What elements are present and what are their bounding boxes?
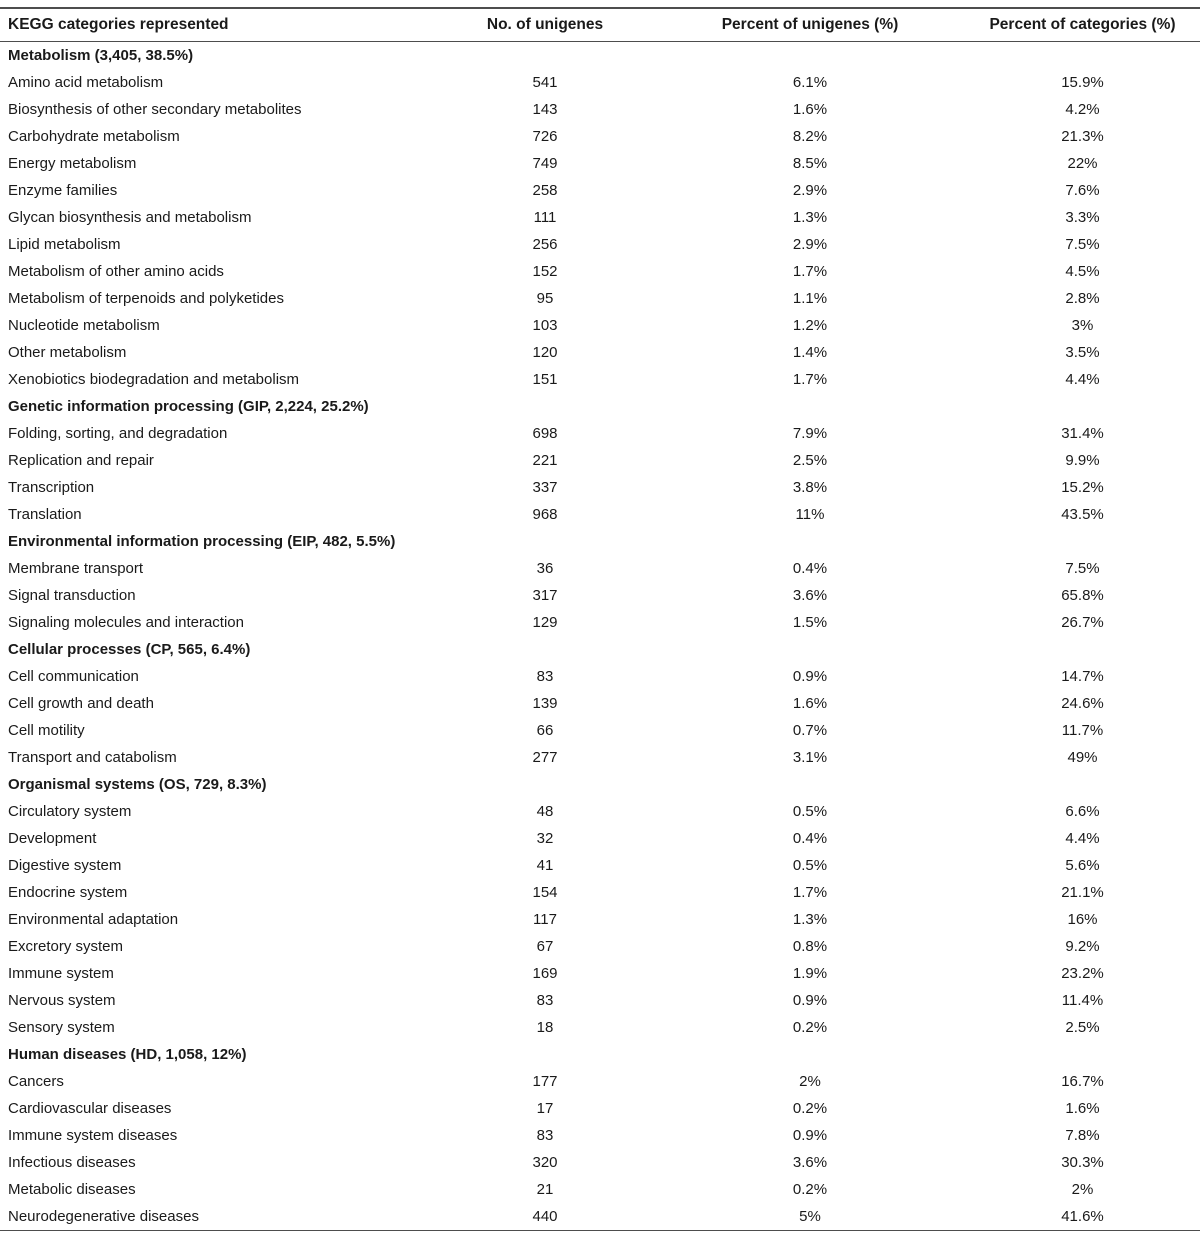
- section-header-row: [0, 771, 1200, 798]
- cell-unigene-count: 317: [532, 586, 558, 604]
- cell-unigene-count: 258: [532, 181, 558, 199]
- cell-unigene-count: 440: [532, 1207, 558, 1225]
- cell-category-name: Metabolism of other amino acids: [8, 262, 224, 280]
- cell-unigene-count: 169: [532, 964, 558, 982]
- cell-percent-unigenes: 3.1%: [792, 748, 828, 766]
- table-row: [0, 204, 1200, 231]
- section-title: Cellular processes (CP, 565, 6.4%): [8, 640, 251, 658]
- cell-unigene-count: 151: [532, 370, 558, 388]
- cell-percent-unigenes: 2%: [799, 1072, 821, 1090]
- cell-percent-unigenes: 0.4%: [792, 559, 828, 577]
- cell-percent-categories: 6.6%: [1065, 802, 1100, 820]
- cell-category-name: Replication and repair: [8, 451, 154, 469]
- table-row: [0, 447, 1200, 474]
- cell-percent-categories: 11.4%: [1061, 991, 1104, 1009]
- cell-percent-categories: 1.6%: [1065, 1099, 1100, 1117]
- cell-category-name: Transport and catabolism: [8, 748, 177, 766]
- table-row: [0, 474, 1200, 501]
- cell-category-name: Endocrine system: [8, 883, 128, 901]
- cell-unigene-count: 117: [533, 910, 557, 928]
- column-header-percent-unigenes: Percent of unigenes (%): [721, 15, 899, 33]
- cell-percent-categories: 31.4%: [1061, 424, 1104, 442]
- table-row: [0, 69, 1200, 96]
- cell-percent-categories: 2.8%: [1065, 289, 1100, 307]
- cell-percent-categories: 15.2%: [1061, 478, 1104, 496]
- cell-percent-unigenes: 1.7%: [792, 262, 828, 280]
- cell-category-name: Immune system diseases: [8, 1126, 178, 1144]
- cell-percent-unigenes: 1.6%: [792, 100, 828, 118]
- cell-percent-categories: 11.7%: [1061, 721, 1104, 739]
- cell-percent-categories: 3.3%: [1065, 208, 1100, 226]
- cell-category-name: Carbohydrate metabolism: [8, 127, 180, 145]
- table-row: [0, 285, 1200, 312]
- section-header-row: [0, 528, 1200, 555]
- cell-unigene-count: 48: [536, 802, 554, 820]
- cell-percent-unigenes: 8.2%: [792, 127, 828, 145]
- table-row: [0, 339, 1200, 366]
- cell-category-name: Nervous system: [8, 991, 116, 1009]
- cell-percent-categories: 43.5%: [1061, 505, 1104, 523]
- cell-percent-unigenes: 0.2%: [792, 1180, 828, 1198]
- cell-percent-unigenes: 2.9%: [792, 235, 828, 253]
- cell-unigene-count: 83: [536, 667, 554, 685]
- cell-category-name: Metabolism of terpenoids and polyketides: [8, 289, 284, 307]
- cell-category-name: Metabolic diseases: [8, 1180, 136, 1198]
- cell-unigene-count: 21: [536, 1180, 554, 1198]
- cell-category-name: Nucleotide metabolism: [8, 316, 160, 334]
- cell-category-name: Neurodegenerative diseases: [8, 1207, 199, 1225]
- table-row: [0, 825, 1200, 852]
- cell-category-name: Membrane transport: [8, 559, 144, 577]
- cell-percent-unigenes: 1.6%: [792, 694, 828, 712]
- cell-unigene-count: 139: [532, 694, 558, 712]
- cell-percent-categories: 16.7%: [1061, 1072, 1104, 1090]
- cell-percent-categories: 3.5%: [1065, 343, 1100, 361]
- cell-percent-categories: 4.2%: [1065, 100, 1100, 118]
- cell-category-name: Lipid metabolism: [8, 235, 121, 253]
- cell-unigene-count: 66: [536, 721, 554, 739]
- cell-percent-unigenes: 0.7%: [792, 721, 828, 739]
- cell-unigene-count: 256: [532, 235, 558, 253]
- cell-percent-categories: 30.3%: [1061, 1153, 1104, 1171]
- table-row: [0, 1203, 1200, 1230]
- cell-percent-unigenes: 0.5%: [792, 856, 828, 874]
- cell-percent-unigenes: 0.2%: [792, 1018, 828, 1036]
- cell-percent-categories: 4.4%: [1065, 370, 1100, 388]
- table-row: [0, 582, 1200, 609]
- table-row: [0, 555, 1200, 582]
- cell-category-name: Signal transduction: [8, 586, 136, 604]
- cell-unigene-count: 541: [532, 73, 558, 91]
- cell-category-name: Infectious diseases: [8, 1153, 136, 1171]
- cell-category-name: Xenobiotics biodegradation and metabolism: [8, 370, 300, 388]
- cell-category-name: Immune system: [8, 964, 114, 982]
- cell-unigene-count: 129: [532, 613, 558, 631]
- table-row: [0, 852, 1200, 879]
- table-row: [0, 420, 1200, 447]
- cell-unigene-count: 154: [532, 883, 558, 901]
- cell-percent-unigenes: 11%: [795, 505, 825, 523]
- cell-percent-categories: 2%: [1071, 1180, 1094, 1198]
- cell-percent-categories: 16%: [1067, 910, 1098, 928]
- cell-percent-unigenes: 1.9%: [792, 964, 828, 982]
- table-row: [0, 987, 1200, 1014]
- cell-percent-unigenes: 1.7%: [792, 883, 828, 901]
- cell-percent-unigenes: 0.2%: [792, 1099, 828, 1117]
- cell-percent-categories: 7.5%: [1065, 559, 1100, 577]
- cell-percent-unigenes: 0.8%: [792, 937, 828, 955]
- cell-category-name: Cancers: [8, 1072, 64, 1090]
- cell-percent-categories: 7.6%: [1065, 181, 1100, 199]
- cell-percent-categories: 26.7%: [1061, 613, 1104, 631]
- cell-unigene-count: 698: [532, 424, 558, 442]
- cell-unigene-count: 32: [536, 829, 554, 847]
- table-row: [0, 1176, 1200, 1203]
- kegg-categories-table: [0, 7, 1200, 1231]
- table-row: [0, 1122, 1200, 1149]
- table-body: [0, 42, 1200, 1230]
- cell-category-name: Circulatory system: [8, 802, 132, 820]
- table-row: [0, 717, 1200, 744]
- cell-unigene-count: 17: [536, 1099, 554, 1117]
- cell-unigene-count: 18: [536, 1018, 554, 1036]
- table-row: [0, 1149, 1200, 1176]
- cell-percent-unigenes: 1.5%: [792, 613, 828, 631]
- cell-unigene-count: 968: [532, 505, 558, 523]
- cell-percent-categories: 4.5%: [1065, 262, 1100, 280]
- cell-percent-unigenes: 1.3%: [792, 208, 828, 226]
- table-row: [0, 690, 1200, 717]
- table-row: [0, 177, 1200, 204]
- cell-unigene-count: 337: [532, 478, 558, 496]
- cell-category-name: Excretory system: [8, 937, 124, 955]
- cell-category-name: Signaling molecules and interaction: [8, 613, 244, 631]
- cell-percent-categories: 41.6%: [1061, 1207, 1104, 1225]
- table-row: [0, 231, 1200, 258]
- cell-category-name: Translation: [8, 505, 82, 523]
- cell-unigene-count: 726: [532, 127, 558, 145]
- cell-percent-categories: 3%: [1071, 316, 1094, 334]
- cell-percent-categories: 7.5%: [1065, 235, 1100, 253]
- cell-percent-unigenes: 8.5%: [792, 154, 828, 172]
- cell-percent-unigenes: 7.9%: [792, 424, 828, 442]
- cell-percent-unigenes: 5%: [799, 1207, 821, 1225]
- table-row: [0, 150, 1200, 177]
- section-header-row: [0, 1041, 1200, 1068]
- cell-unigene-count: 83: [536, 1126, 554, 1144]
- cell-percent-unigenes: 1.4%: [792, 343, 828, 361]
- cell-percent-categories: 21.1%: [1061, 883, 1104, 901]
- cell-unigene-count: 177: [532, 1072, 558, 1090]
- section-header-row: [0, 393, 1200, 420]
- section-title: Metabolism (3,405, 38.5%): [8, 46, 194, 64]
- cell-percent-categories: 15.9%: [1061, 73, 1104, 91]
- cell-category-name: Environmental adaptation: [8, 910, 179, 928]
- table-row: [0, 744, 1200, 771]
- table-header-row: [0, 9, 1200, 42]
- cell-unigene-count: 36: [536, 559, 554, 577]
- cell-category-name: Development: [8, 829, 97, 847]
- cell-percent-categories: 23.2%: [1061, 964, 1104, 982]
- cell-category-name: Enzyme families: [8, 181, 118, 199]
- cell-unigene-count: 103: [532, 316, 558, 334]
- section-header-row: [0, 42, 1200, 69]
- cell-percent-unigenes: 6.1%: [792, 73, 828, 91]
- cell-unigene-count: 67: [536, 937, 554, 955]
- cell-category-name: Folding, sorting, and degradation: [8, 424, 228, 442]
- cell-unigene-count: 277: [532, 748, 558, 766]
- table-row: [0, 258, 1200, 285]
- table-row: [0, 879, 1200, 906]
- cell-percent-categories: 5.6%: [1065, 856, 1100, 874]
- cell-unigene-count: 221: [532, 451, 558, 469]
- section-title: Genetic information processing (GIP, 2,224, 25.2%): [8, 397, 369, 415]
- table-row: [0, 906, 1200, 933]
- table-row: [0, 663, 1200, 690]
- cell-percent-categories: 21.3%: [1061, 127, 1104, 145]
- section-title: Environmental information processing (EIP, 482, 5.5%): [8, 532, 396, 550]
- cell-unigene-count: 120: [532, 343, 558, 361]
- cell-percent-unigenes: 3.8%: [792, 478, 828, 496]
- cell-category-name: Cardiovascular diseases: [8, 1099, 172, 1117]
- table-row: [0, 798, 1200, 825]
- cell-percent-unigenes: 0.9%: [792, 991, 828, 1009]
- cell-percent-unigenes: 0.9%: [792, 1126, 828, 1144]
- cell-percent-unigenes: 1.2%: [792, 316, 828, 334]
- cell-percent-unigenes: 3.6%: [792, 1153, 828, 1171]
- cell-category-name: Transcription: [8, 478, 95, 496]
- cell-category-name: Glycan biosynthesis and metabolism: [8, 208, 252, 226]
- cell-category-name: Digestive system: [8, 856, 122, 874]
- table-row: [0, 96, 1200, 123]
- cell-percent-categories: 22%: [1067, 154, 1098, 172]
- cell-percent-categories: 14.7%: [1061, 667, 1104, 685]
- cell-percent-categories: 65.8%: [1061, 586, 1104, 604]
- cell-category-name: Amino acid metabolism: [8, 73, 164, 91]
- cell-unigene-count: 152: [532, 262, 558, 280]
- column-header-categories: KEGG categories represented: [8, 15, 229, 33]
- cell-category-name: Sensory system: [8, 1018, 115, 1036]
- table-row: [0, 366, 1200, 393]
- cell-percent-categories: 2.5%: [1065, 1018, 1100, 1036]
- section-title: Human diseases (HD, 1,058, 12%): [8, 1045, 247, 1063]
- cell-category-name: Cell motility: [8, 721, 85, 739]
- cell-percent-categories: 7.8%: [1065, 1126, 1100, 1144]
- cell-unigene-count: 111: [533, 208, 557, 226]
- cell-category-name: Biosynthesis of other secondary metabolites: [8, 100, 302, 118]
- table-row: [0, 933, 1200, 960]
- cell-percent-unigenes: 3.6%: [792, 586, 828, 604]
- cell-percent-categories: 24.6%: [1061, 694, 1104, 712]
- cell-percent-categories: 9.2%: [1065, 937, 1100, 955]
- cell-percent-unigenes: 0.9%: [792, 667, 828, 685]
- table-row: [0, 123, 1200, 150]
- cell-percent-categories: 49%: [1067, 748, 1098, 766]
- cell-percent-categories: 9.9%: [1065, 451, 1100, 469]
- table-row: [0, 1014, 1200, 1041]
- column-header-unigenes: No. of unigenes: [486, 15, 604, 33]
- cell-category-name: Energy metabolism: [8, 154, 137, 172]
- cell-percent-unigenes: 1.3%: [792, 910, 828, 928]
- table-row: [0, 312, 1200, 339]
- cell-unigene-count: 95: [536, 289, 554, 307]
- cell-percent-unigenes: 2.5%: [792, 451, 828, 469]
- cell-unigene-count: 83: [536, 991, 554, 1009]
- cell-percent-unigenes: 2.9%: [792, 181, 828, 199]
- table-row: [0, 960, 1200, 987]
- column-header-percent-categories: Percent of categories (%): [989, 15, 1176, 33]
- cell-unigene-count: 41: [536, 856, 554, 874]
- cell-category-name: Other metabolism: [8, 343, 127, 361]
- section-title: Organismal systems (OS, 729, 8.3%): [8, 775, 267, 793]
- cell-category-name: Cell communication: [8, 667, 139, 685]
- cell-percent-categories: 4.4%: [1065, 829, 1100, 847]
- cell-unigene-count: 143: [532, 100, 558, 118]
- table-row: [0, 501, 1200, 528]
- table-row: [0, 1095, 1200, 1122]
- cell-percent-unigenes: 0.5%: [792, 802, 828, 820]
- cell-percent-unigenes: 0.4%: [792, 829, 828, 847]
- section-header-row: [0, 636, 1200, 663]
- cell-unigene-count: 749: [532, 154, 558, 172]
- cell-unigene-count: 320: [532, 1153, 558, 1171]
- cell-percent-unigenes: 1.1%: [792, 289, 828, 307]
- table-row: [0, 609, 1200, 636]
- table-row: [0, 1068, 1200, 1095]
- cell-percent-unigenes: 1.7%: [792, 370, 828, 388]
- cell-category-name: Cell growth and death: [8, 694, 154, 712]
